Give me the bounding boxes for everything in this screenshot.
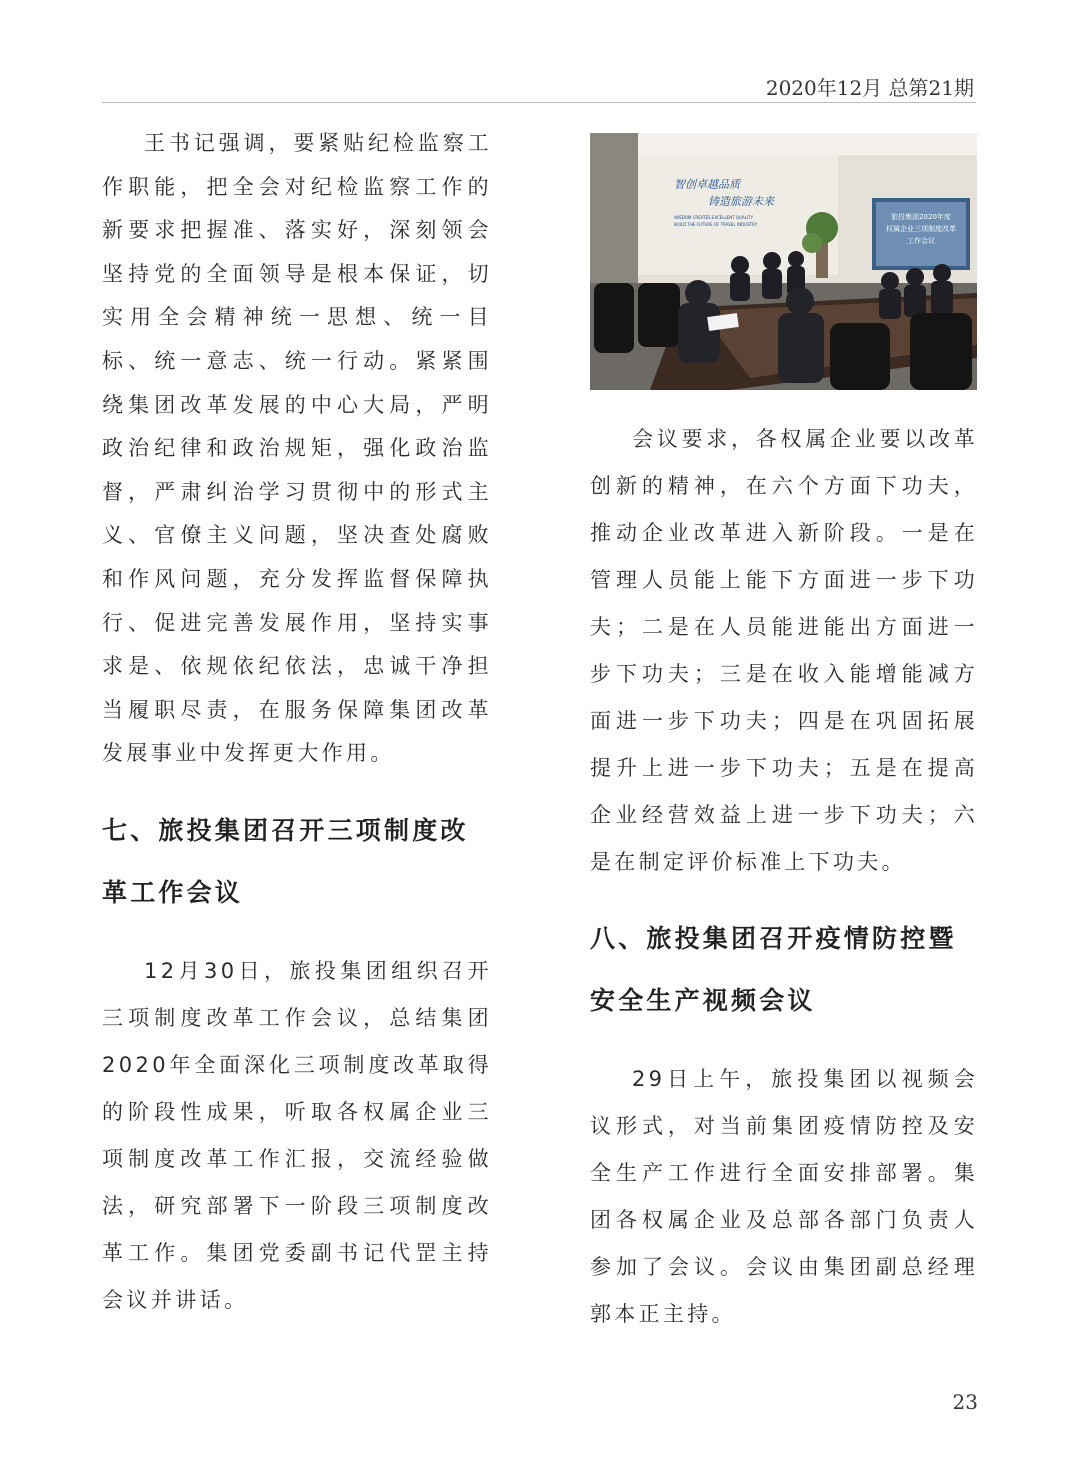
wall-slogan-en: WISDOM CREATES EXCELLENT QUALITY xyxy=(674,215,754,220)
screen-text: 旅投集团2020年度 xyxy=(891,213,951,221)
body-paragraph: 会议要求，各权属企业要以改革创新的精神，在六个方面下功夫，推动企业改革进入新阶段。一是在管理人员能上能下方面进一步下功夫；二是在人员能进能出方面进一步下功夫；三是在收入能增能减方面进一步下功夫；四是在巩固拓展提升上进一步下功夫；五是在提高企业经营效益上进一步下功夫；六是在制定评价标准上下功夫。 xyxy=(590,427,978,874)
wall-slogan-en: BUILD THE FUTURE OF TRAVEL INDUSTRY xyxy=(674,222,758,227)
section-title: 八、旅投集团召开疫情防控暨安全生产视频会议 xyxy=(590,924,957,1015)
right-column xyxy=(590,416,978,1338)
issue-label: 2020年12月 总第21期 xyxy=(765,76,974,100)
page-header xyxy=(102,70,976,103)
body-paragraph: 王书记强调，要紧贴纪检监察工作职能，把全会对纪检监察工作的新要求把握准、落实好，深刻领会坚持党的全面领导是根本保证，切实用全会精神统一思想、统一目标、统一意志、统一行动。紧紧围绕集团改革发展的中心大局，严明政治纪律和政治规矩，强化政治监督，严肃纠治学习贯彻中的形式主义、官僚主义问题，坚决查处腐败和作风问题，充分发挥监督保障执行、促进完善发展作用，坚持实事求是、依规依纪依法，忠诚干净担当履职尽责，在服务保障集团改革发展事业中发挥更大作用。 xyxy=(102,131,492,766)
meeting-photo xyxy=(590,133,977,390)
meeting-room-illustration xyxy=(590,133,977,390)
page-number: 23 xyxy=(952,1390,978,1414)
section-title: 七、旅投集团召开三项制度改革工作会议 xyxy=(102,815,469,907)
screen-text: 权属企业三项制度改革 xyxy=(886,225,956,233)
left-column xyxy=(102,122,492,1324)
wall-slogan: 铸造旅游未来 xyxy=(708,195,774,208)
body-paragraph: 29日上午，旅投集团以视频会议形式，对当前集团疫情防控及安全生产工作进行全面安排部署。集团各权属企业及总部各部门负责人参加了会议。会议由集团副总经理郭本正主持。 xyxy=(590,1067,978,1326)
body-paragraph: 12月30日，旅投集团组织召开三项制度改革工作会议，总结集团2020年全面深化三项制度改革取得的阶段性成果，听取各权属企业三项制度改革工作汇报，交流经验做法，研究部署下一阶段三项制度改革工作。集团党委副书记代罡主持会议并讲话。 xyxy=(102,958,492,1312)
screen-text: 工作会议 xyxy=(907,237,935,245)
wall-slogan: 智创卓越品质 xyxy=(674,178,740,191)
